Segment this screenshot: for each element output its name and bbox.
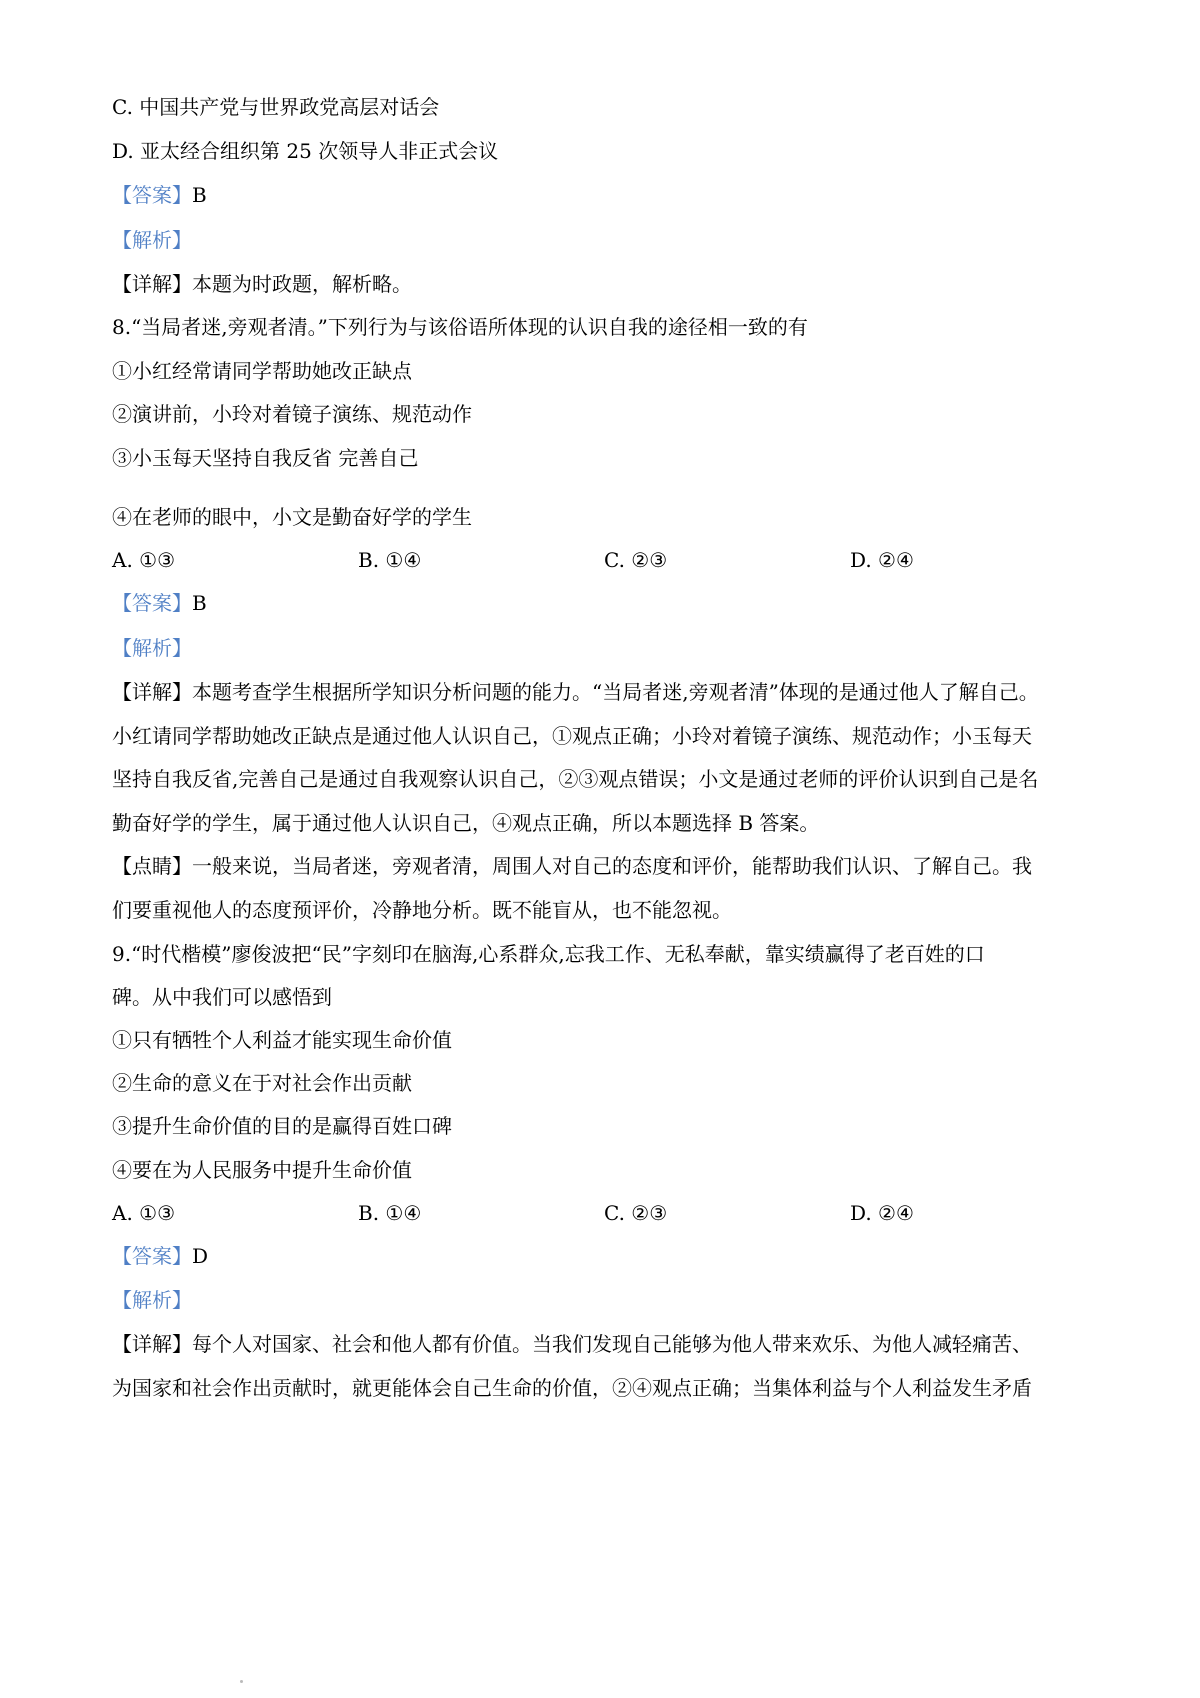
- detail-text: 本题考查学生根据所学知识分析问题的能力。“当局者迷,旁观者清”体现的是通过他人了解自己。: [192, 680, 1039, 704]
- q9-stem-line-2: 碑。从中我们可以感悟到: [112, 985, 332, 1009]
- analysis-label: 【解析】: [112, 228, 192, 252]
- detail-text: 本题为时政题，解析略。: [192, 272, 412, 296]
- analysis-label: 【解析】: [112, 636, 192, 660]
- q9-detail-line-2: 为国家和社会作出贡献时，就更能体会自己生命的价值，②④观点正确；当集体利益与个人利益发生矛盾: [112, 1376, 1032, 1400]
- q9-choice-b: B. ①④: [358, 1201, 422, 1225]
- q9-answer: [112, 1242, 208, 1270]
- q7-answer: [112, 181, 207, 209]
- detail-text: 每个人对国家、社会和他人都有价值。当我们发现自己能够为他人带来欢乐、为他人减轻痛苦、: [192, 1332, 1032, 1356]
- answer-value: B: [192, 183, 207, 207]
- q9-item-4: ④要在为人民服务中提升生命价值: [112, 1158, 412, 1182]
- q9-item-3: ③提升生命价值的目的是赢得百姓口碑: [112, 1114, 452, 1138]
- q8-detail-line-4: 勤奋好学的学生，属于通过他人认识自己，④观点正确，所以本题选择 B 答案。: [112, 811, 820, 835]
- q8-choice-b: B. ①④: [358, 548, 422, 572]
- answer-value: B: [192, 591, 207, 615]
- q8-choice-a: A. ①③: [112, 548, 176, 572]
- q8-answer: [112, 589, 207, 617]
- detail-label: 【详解】: [112, 272, 192, 296]
- q9-item-2: ②生命的意义在于对社会作出贡献: [112, 1071, 412, 1095]
- q8-detail-line-3: 坚持自我反省,完善自己是通过自我观察认识自己，②③观点错误；小文是通过老师的评价认识到自己是名: [112, 767, 1039, 791]
- q8-detail-line-1: [112, 678, 1039, 706]
- q8-tip-line-2: 们要重视他人的态度预评价，冷静地分析。既不能盲从，也不能忽视。: [112, 898, 732, 922]
- q7-detail: [112, 270, 412, 298]
- q9-item-1: ①只有牺牲个人利益才能实现生命价值: [112, 1028, 452, 1052]
- q9-choice-c: C. ②③: [604, 1201, 668, 1225]
- detail-label: 【详解】: [112, 1332, 192, 1356]
- analysis-label: 【解析】: [112, 1288, 192, 1312]
- q8-choice-c: C. ②③: [604, 548, 668, 572]
- q8-analysis: [112, 634, 192, 662]
- q8-choice-d: D. ②④: [850, 548, 914, 572]
- q8-item-4: ④在老师的眼中，小文是勤奋好学的学生: [112, 505, 472, 529]
- page-mark: [240, 1680, 243, 1683]
- q8-tip-line-1: [112, 852, 1032, 880]
- q8-item-3: ③小玉每天坚持自我反省 完善自己: [112, 446, 419, 470]
- q8-detail-line-2: 小红请同学帮助她改正缺点是通过他人认识自己，①观点正确；小玲对着镜子演练、规范动作；小玉每天: [112, 724, 1032, 748]
- tip-text: 一般来说，当局者迷，旁观者清，周围人对自己的态度和评价，能帮助我们认识、了解自己。我: [192, 854, 1032, 878]
- q8-stem: 8.“当局者迷,旁观者清。”下列行为与该俗语所体现的认识自我的途径相一致的有: [112, 315, 808, 339]
- q9-choice-d: D. ②④: [850, 1201, 914, 1225]
- q9-analysis: [112, 1286, 192, 1314]
- q9-choice-a: A. ①③: [112, 1201, 176, 1225]
- answer-label: 【答案】: [112, 591, 192, 615]
- detail-label: 【详解】: [112, 680, 192, 704]
- q9-stem-line-1: 9.“时代楷模”廖俊波把“民”字刻印在脑海,心系群众,忘我工作、无私奉献，靠实绩赢得了老百姓的口: [112, 942, 985, 966]
- q7-analysis: [112, 226, 192, 254]
- q8-item-1: ①小红经常请同学帮助她改正缺点: [112, 359, 412, 383]
- answer-value: D: [192, 1244, 209, 1268]
- answer-label: 【答案】: [112, 1244, 192, 1268]
- tip-label: 【点睛】: [112, 854, 192, 878]
- q7-option-c: C. 中国共产党与世界政党高层对话会: [112, 95, 440, 119]
- answer-label: 【答案】: [112, 183, 192, 207]
- q8-item-2: ②演讲前，小玲对着镜子演练、规范动作: [112, 402, 472, 426]
- q7-option-d: D. 亚太经合组织第 25 次领导人非正式会议: [112, 139, 499, 163]
- q9-detail-line-1: [112, 1330, 1032, 1358]
